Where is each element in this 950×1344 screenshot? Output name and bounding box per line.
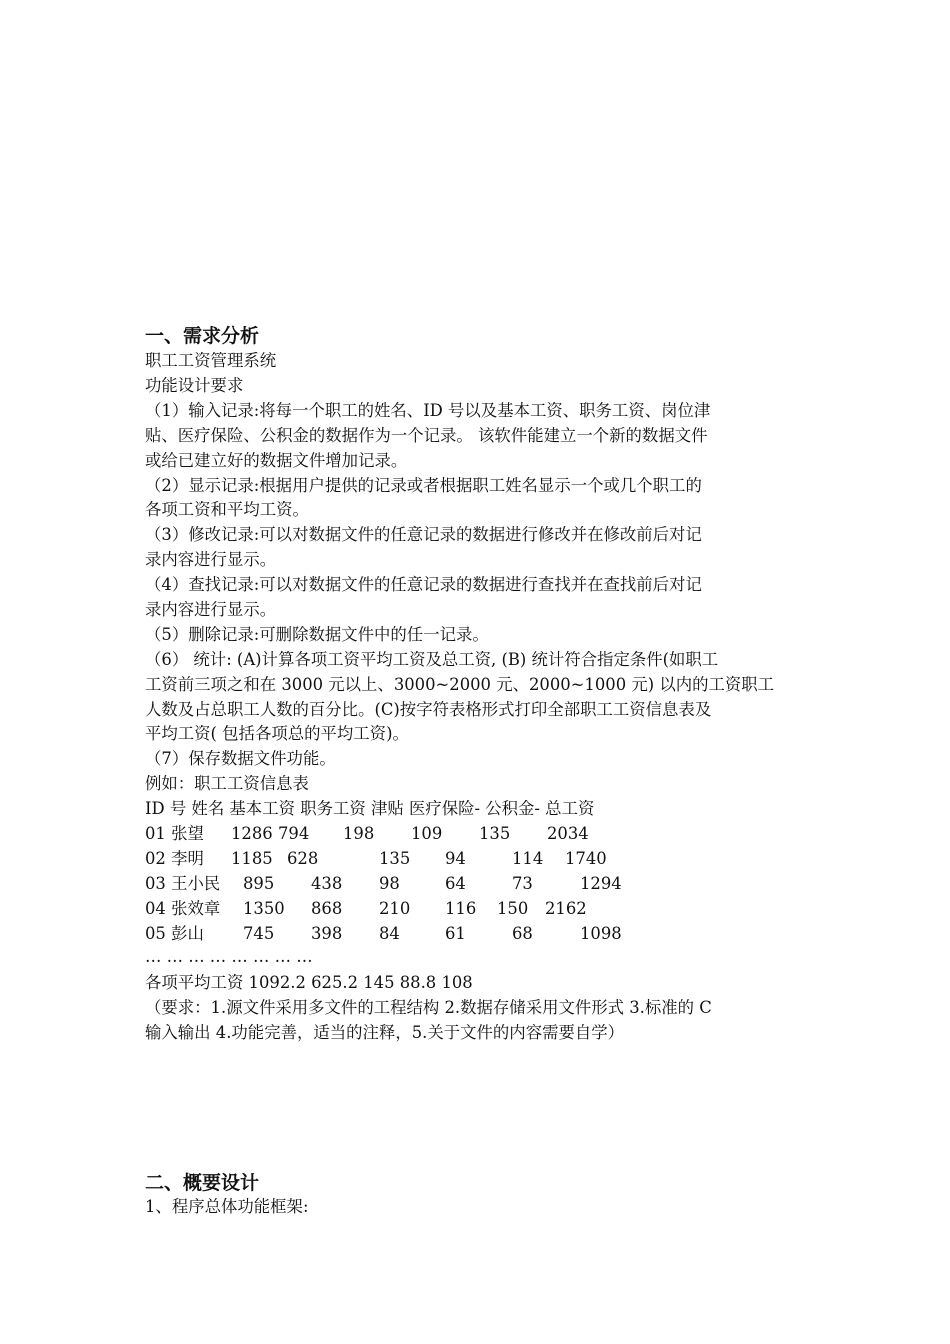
requirement-3-line-1: （3）修改记录:可以对数据文件的任意记录的数据进行修改并在修改前后对记: [145, 525, 702, 544]
cell-allowance: 210: [379, 899, 411, 918]
requirement-6-line-2: 工资前三项之和在 3000 元以上、3000~2000 元、2000~1000 元) 以内的工资职工: [145, 675, 775, 694]
cell-fund: 114: [512, 849, 544, 868]
cell-position-salary: 438: [311, 874, 343, 893]
requirement-4-line-2: 录内容进行显示。: [145, 600, 277, 619]
cell-total: 2034: [547, 824, 589, 843]
requirement-4-line-1: （4）查找记录:可以对数据文件的任意记录的数据进行查找并在查找前后对记: [145, 575, 702, 594]
row-id-name: 03 王小民: [145, 874, 221, 893]
table-row: [145, 849, 815, 869]
table-row: [145, 899, 815, 919]
requirements-title: 功能设计要求: [145, 376, 244, 395]
cell-basic-salary: 895: [243, 874, 275, 893]
section-heading-outline-design: 二、概要设计: [145, 1172, 260, 1194]
requirement-3-line-2: 录内容进行显示。: [145, 550, 277, 569]
cell-fund: 150: [497, 899, 529, 918]
requirement-5-line-1: （5）删除记录:可删除数据文件中的任一记录。: [145, 625, 489, 644]
cell-allowance: 135: [379, 849, 411, 868]
cell-allowance: 198: [343, 824, 375, 843]
outline-item-1: 1、程序总体功能框架:: [145, 1197, 309, 1216]
cell-basic-salary: 745: [243, 924, 275, 943]
table-header: ID 号 姓名 基本工资 职务工资 津贴 医疗保险- 公积金- 总工资: [145, 799, 595, 818]
table-ellipsis: … … … … … … … …: [145, 947, 313, 966]
cell-basic-salary: 1185: [231, 849, 273, 868]
requirement-2-line-2: 各项工资和平均工资。: [145, 500, 309, 519]
cell-total: 1098: [580, 924, 622, 943]
requirement-1-line-1: （1）输入记录:将每一个职工的姓名、ID 号以及基本工资、职务工资、岗位津: [145, 401, 711, 420]
cell-fund: 73: [512, 874, 533, 893]
section-heading-requirements: 一、需求分析: [145, 325, 260, 347]
example-title: 例如：职工工资信息表: [145, 774, 309, 793]
cell-position-salary: 868: [311, 899, 343, 918]
cell-fund: 135: [479, 824, 511, 843]
requirement-6-line-3: 人数及占总职工人数的百分比。(C)按字符表格形式打印全部职工工资信息表及: [145, 700, 712, 719]
table-row: [145, 824, 815, 844]
cell-total: 1740: [565, 849, 607, 868]
requirement-7-line-1: （7）保存数据文件功能。: [145, 749, 336, 768]
note-line-2: 输入输出 4.功能完善，适当的注释，5.关于文件的内容需要自学）: [145, 1023, 625, 1042]
cell-allowance: 84: [379, 924, 400, 943]
cell-medical: 64: [445, 874, 466, 893]
table-row: [145, 874, 815, 894]
cell-medical: 94: [445, 849, 466, 868]
cell-allowance: 98: [379, 874, 400, 893]
row-id-name: 02 李明: [145, 849, 204, 868]
row-id-name: 01 张望: [145, 824, 204, 843]
requirement-6-line-4: 平均工资( 包括各项总的平均工资)。: [145, 724, 409, 743]
note-line-1: （要求：1.源文件采用多文件的工程结构 2.数据存储采用文件形式 3.标准的 C: [145, 998, 712, 1017]
requirement-1-line-3: 或给已建立好的数据文件增加记录。: [145, 451, 408, 470]
cell-position-salary: 628: [287, 849, 319, 868]
cell-fund: 68: [512, 924, 533, 943]
table-row: [145, 924, 815, 944]
average-salary-line: 各项平均工资 1092.2 625.2 145 88.8 108: [145, 973, 473, 992]
cell-basic-salary: 1286: [231, 824, 273, 843]
cell-total: 1294: [580, 874, 622, 893]
row-id-name: 04 张效章: [145, 899, 221, 918]
cell-position-salary: 398: [311, 924, 343, 943]
cell-medical: 116: [445, 899, 477, 918]
system-name: 职工工资管理系统: [145, 351, 277, 370]
cell-medical: 61: [445, 924, 466, 943]
cell-medical: 109: [411, 824, 443, 843]
cell-total: 2162: [545, 899, 587, 918]
row-id-name: 05 彭山: [145, 924, 204, 943]
requirement-1-line-2: 贴、医疗保险、公积金的数据作为一个记录。 该软件能建立一个新的数据文件: [145, 426, 708, 445]
requirement-2-line-1: （2）显示记录:根据用户提供的记录或者根据职工姓名显示一个或几个职工的: [145, 476, 702, 495]
requirement-6-line-1: （6） 统计: (A)计算各项工资平均工资及总工资, (B) 统计符合指定条件(如职工: [145, 650, 719, 669]
cell-position-salary: 794: [278, 824, 310, 843]
cell-basic-salary: 1350: [243, 899, 285, 918]
